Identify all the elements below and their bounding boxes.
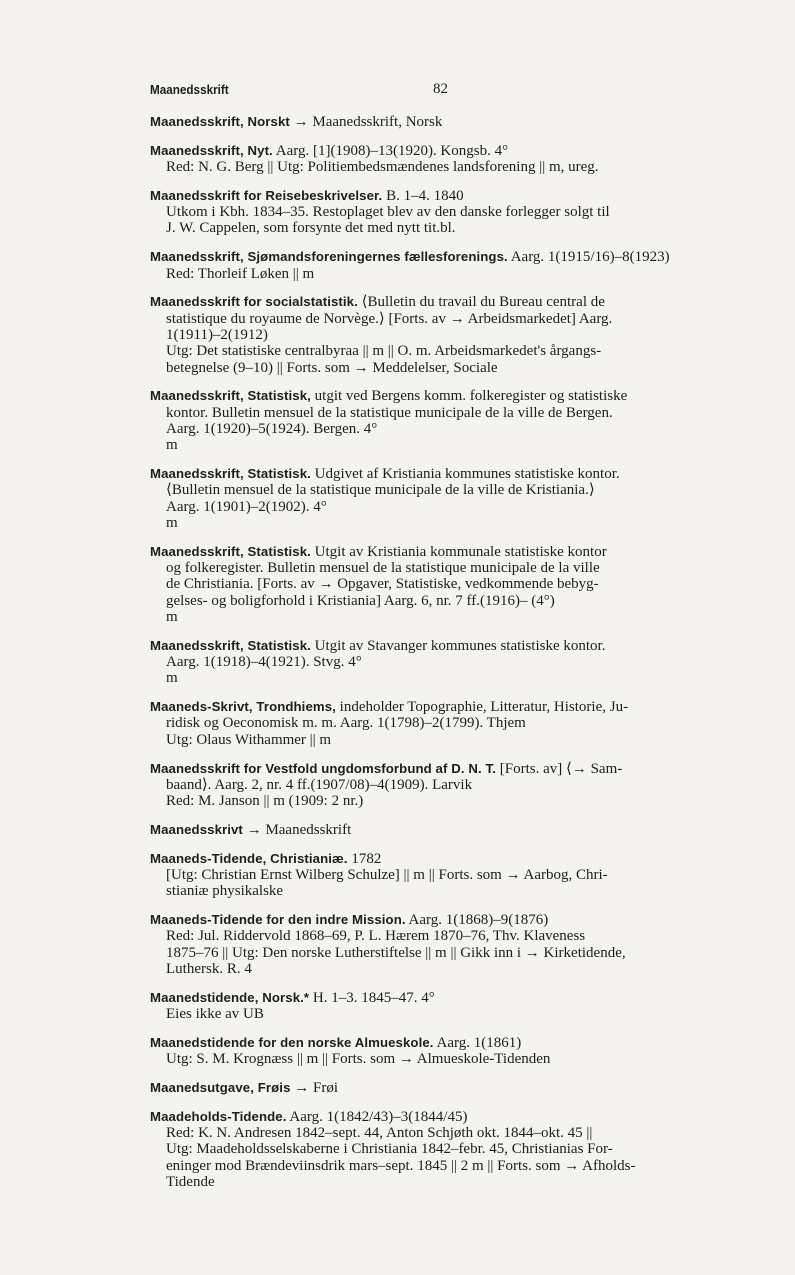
entry-text: ridisk og Oeconomisk m. m. Aarg. 1(1798)–2(1799). Thjem: [166, 715, 526, 732]
entry-text: [Forts. av] ⟨→ Sam-: [496, 760, 623, 777]
entry-text: Utkom i Kbh. 1834–35. Restoplaget blev av den danske forlegger solgt til: [166, 204, 610, 221]
entry-heading: Maanedsskrift, Statistisk.: [150, 466, 311, 482]
entry-text: Aarg. 1(1861): [433, 1034, 522, 1051]
entry-first-line: [150, 699, 740, 715]
entry-text: m: [166, 514, 178, 531]
entry-text: stianiæ physikalske: [166, 883, 284, 900]
entry-text: Aarg. 1(1901)–2(1902). 4°: [166, 498, 327, 515]
entry-line: [150, 515, 740, 531]
entry-text: Red: Thorleif Løken || m: [166, 265, 315, 282]
entry-text: betegnelse (9–10) || Forts. som → Meddelelser, Sociale: [166, 359, 498, 376]
entry-text: baand⟩. Aarg. 2, nr. 4 ff.(1907/08)–4(1909). Larvik: [166, 776, 473, 793]
entry-heading: Maaneds-Skrivt, Trondhiems,: [150, 699, 336, 715]
entry-line: [150, 883, 740, 899]
entry-first-line: [150, 1035, 740, 1051]
entry-line: [150, 421, 740, 437]
catalog-entry: [150, 851, 740, 900]
entry-text: → Frøi: [290, 1079, 339, 1096]
entry-text: Aarg. 1(1868)–9(1876): [405, 912, 549, 929]
entry-first-line: [150, 114, 740, 130]
entry-text: → Maanedsskrift: [242, 821, 352, 838]
entry-text: Red: N. G. Berg || Utg: Politiembedsmændenes landsforening || m, ureg.: [166, 159, 599, 176]
entry-text: Utg: Maadeholdsselskaberne i Christiania 1842–febr. 45, Christianias For-: [166, 1141, 613, 1158]
running-title: Maanedsskrift: [150, 82, 229, 97]
catalog-entry: [150, 822, 740, 838]
entry-heading: Maanedstidende for den norske Almueskole.: [150, 1034, 434, 1050]
catalog-entry: [150, 1080, 740, 1096]
entry-text: Red: K. N. Andresen 1842–sept. 44, Anton Schjøth okt. 1844–okt. 45 ||: [166, 1125, 593, 1142]
entry-first-line: [150, 761, 740, 777]
entry-line: [150, 593, 740, 609]
entry-line: [150, 220, 740, 236]
entry-text: og folkeregister. Bulletin mensuel de la statistique municipale de la ville: [166, 560, 600, 577]
entry-text: Utg: Det statistiske centralbyraa || m || O. m. Arbeidsmarkedet's årgangs-: [166, 343, 602, 360]
entry-first-line: [150, 1080, 740, 1096]
entry-first-line: [150, 388, 740, 404]
entry-line: [150, 1125, 740, 1141]
entry-line: [150, 715, 740, 731]
entry-first-line: [150, 294, 740, 310]
catalog-entry: [150, 249, 740, 282]
catalog-entry: [150, 466, 740, 531]
entry-line: [150, 670, 740, 686]
entry-first-line: [150, 990, 740, 1006]
catalog-entry: [150, 114, 740, 130]
entry-text: Red: Jul. Riddervold 1868–69, P. L. Hærem 1870–76, Thv. Klaveness: [166, 928, 586, 945]
entry-line: [150, 928, 740, 944]
entry-line: [150, 327, 740, 343]
entry-line: [150, 1051, 740, 1067]
entry-heading: Maanedsskrift, Norskt: [150, 114, 290, 129]
entry-text: [Utg: Christian Ernst Wilberg Schulze] || m || Forts. som → Aarbog, Chri-: [166, 866, 608, 883]
entry-text: Utg: S. M. Krognæss || m || Forts. som → Almueskole-Tidenden: [166, 1051, 551, 1068]
entry-text: de Christiania. [Forts. av → Opgaver, Statistiske, vedkommende bebyg-: [166, 576, 599, 593]
entry-heading: Maanedsskrift, Sjømandsforeningernes fællesforenings.: [150, 249, 508, 265]
entry-text: Utgit av Kristiania kommunale statistiske kontor: [310, 543, 607, 560]
page-header: [150, 82, 740, 104]
entry-text: Aarg. 1(1842/43)–3(1844/45): [286, 1108, 468, 1125]
entry-first-line: [150, 544, 740, 560]
entry-first-line: [150, 188, 740, 204]
catalog-entry: [150, 188, 740, 237]
catalog-entry: [150, 294, 740, 375]
entry-line: [150, 867, 740, 883]
entry-line: [150, 266, 740, 282]
catalog-entry: [150, 1035, 740, 1068]
entry-first-line: [150, 912, 740, 928]
entry-heading: Maanedsskrift, Statistisk.: [150, 543, 311, 559]
entry-text: m: [166, 437, 178, 454]
entry-first-line: [150, 851, 740, 867]
entry-text: Udgivet af Kristiania kommunes statistiske kontor.: [310, 466, 620, 483]
entry-line: [150, 777, 740, 793]
entry-heading: Maanedsskrift for Vestfold ungdomsforbund af D. N. T.: [150, 760, 496, 776]
catalog-entry: [150, 143, 740, 176]
entry-text: Aarg. 1(1915/16)–8(1923): [507, 249, 670, 266]
entry-text: 1(1911)–2(1912): [166, 326, 268, 343]
entry-first-line: [150, 638, 740, 654]
entry-text: Luthersk. R. 4: [166, 960, 252, 977]
entry-text: statistique du royaume de Norvège.⟩ [Forts. av → Arbeidsmarkedet] Aarg.: [166, 310, 613, 327]
entry-text: m: [166, 670, 178, 687]
entry-heading: Maaneds-Tidende, Christianiæ.: [150, 850, 348, 866]
entry-text: gelses- og boligforhold i Kristiania] Aarg. 6, nr. 7 ff.(1916)– (4°): [166, 592, 555, 609]
entry-line: [150, 360, 740, 376]
catalog-entry: [150, 388, 740, 453]
entry-first-line: [150, 822, 740, 838]
entry-line: [150, 405, 740, 421]
entry-line: [150, 732, 740, 748]
entry-heading: Maanedsskrivt: [150, 821, 243, 837]
entry-text: utgit ved Bergens komm. folkeregister og statistiske: [310, 388, 628, 405]
entry-text: Aarg. [1](1908)–13(1920). Kongsb. 4°: [272, 142, 509, 159]
entry-text: ⟨Bulletin du travail du Bureau central de: [357, 294, 605, 311]
entry-text: Tidende: [166, 1173, 215, 1190]
entry-text: ⟨Bulletin mensuel de la statistique municipale de la ville de Kristiania.⟩: [166, 482, 595, 499]
entry-heading: Maadeholds-Tidende.: [150, 1108, 287, 1124]
entry-text: Red: M. Janson || m (1909: 2 nr.): [166, 793, 364, 810]
entry-first-line: [150, 1109, 740, 1125]
entry-line: [150, 499, 740, 515]
entry-text: indeholder Topographie, Litteratur, Historie, Ju-: [335, 699, 629, 716]
entry-line: [150, 654, 740, 670]
entry-line: [150, 1174, 740, 1190]
catalog-entry: [150, 1109, 740, 1190]
entry-line: [150, 204, 740, 220]
entry-text: eninger mod Brændeviinsdrik mars–sept. 1845 || 2 m || Forts. som → Afholds-: [166, 1157, 636, 1174]
entry-line: [150, 1141, 740, 1157]
entry-text: kontor. Bulletin mensuel de la statistique municipale de la ville de Bergen.: [166, 404, 613, 421]
catalog-entry: [150, 638, 740, 687]
entry-line: [150, 961, 740, 977]
entry-text: Utgit av Stavanger kommunes statistiske kontor.: [310, 637, 606, 654]
catalog-entry: [150, 990, 740, 1023]
entry-heading: Maanedsskrift, Nyt.: [150, 142, 273, 158]
catalog-entry: [150, 912, 740, 977]
entry-line: [150, 1158, 740, 1174]
entry-text: J. W. Cappelen, som forsynte det med nytt tit.bl.: [166, 220, 456, 237]
entry-text: Aarg. 1(1918)–4(1921). Stvg. 4°: [166, 654, 362, 671]
entry-line: [150, 1006, 740, 1022]
entry-line: [150, 576, 740, 592]
entry-heading: Maanedsskrift for Reisebeskrivelser.: [150, 187, 383, 203]
entry-text: Utg: Olaus Withammer || m: [166, 731, 332, 748]
entry-text: 1782: [347, 850, 382, 867]
entry-text: H. 1–3. 1845–47. 4°: [309, 989, 435, 1006]
entry-first-line: [150, 466, 740, 482]
entry-first-line: [150, 249, 740, 265]
entry-line: [150, 945, 740, 961]
entry-first-line: [150, 143, 740, 159]
page-number: 82: [433, 81, 448, 97]
entry-line: [150, 343, 740, 359]
entry-line: [150, 793, 740, 809]
entry-text: B. 1–4. 1840: [382, 187, 464, 204]
entry-text: → Maanedsskrift, Norsk: [289, 114, 443, 130]
entry-heading: Maanedsutgave, Frøis: [150, 1079, 291, 1095]
entry-heading: Maaneds-Tidende for den indre Mission.: [150, 912, 406, 928]
catalog-entry: [150, 544, 740, 625]
entry-heading: Maanedsskrift, Statistisk,: [150, 388, 311, 404]
entry-line: [150, 482, 740, 498]
entry-text: 1875–76 || Utg: Den norske Lutherstiftelse || m || Gikk inn i → Kirketidende,: [166, 944, 626, 961]
entry-line: [150, 311, 740, 327]
entry-list: [150, 114, 740, 1203]
catalog-entry: [150, 761, 740, 810]
entry-line: [150, 159, 740, 175]
entry-line: [150, 560, 740, 576]
entry-text: Aarg. 1(1920)–5(1924). Bergen. 4°: [166, 420, 378, 437]
entry-text: m: [166, 608, 178, 625]
catalog-entry: [150, 699, 740, 748]
entry-text: Eies ikke av UB: [166, 1006, 264, 1023]
entry-heading: Maanedsskrift for socialstatistik.: [150, 294, 358, 310]
entry-heading: Maanedstidende, Norsk.*: [150, 989, 310, 1005]
entry-heading: Maanedsskrift, Statistisk.: [150, 637, 311, 653]
entry-line: [150, 437, 740, 453]
entry-line: [150, 609, 740, 625]
